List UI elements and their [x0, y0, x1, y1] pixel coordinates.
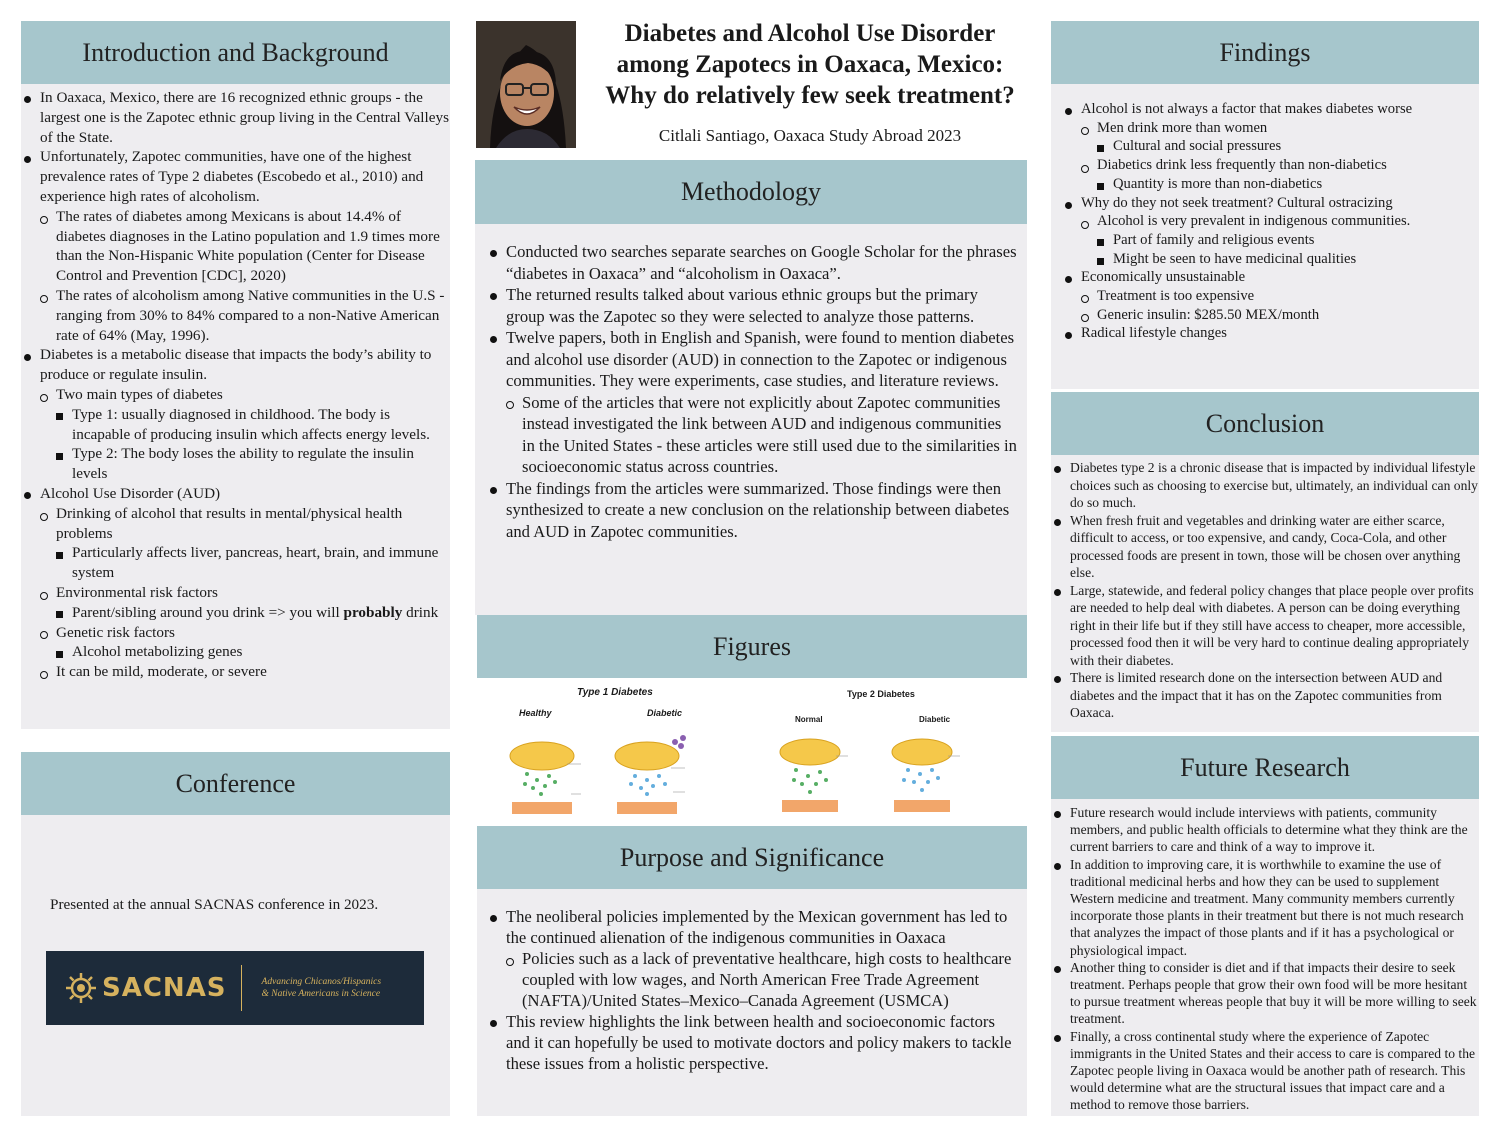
findings-item: Economically unsustainable	[1063, 268, 1473, 287]
findings-item: Men drink more than women	[1063, 119, 1473, 138]
conference-text: Presented at the annual SACNAS conference in 2023.	[50, 896, 379, 913]
purpose-item: Policies such as a lack of preventative healthcare, high costs to healthcare coupled with low wages, and North American Free Trade Agreement (NAFTA)/United States–Mexico–Canada Agreement (USMCA)	[488, 948, 1018, 1011]
intro-list	[22, 88, 450, 682]
purpose-item: The neoliberal policies implemented by the Mexican government has led to the continued alienation of the indigenous communities in Oaxaca	[488, 906, 1018, 948]
type2-diagram	[772, 726, 1012, 822]
conclusion-heading: Conclusion	[1051, 392, 1479, 455]
conclusion-item: Diabetes type 2 is a chronic disease that is impacted by individual lifestyle choices such as choosing to exercise but, ultimately, an individual can only do so much.	[1052, 459, 1478, 512]
author-photo	[476, 21, 576, 148]
intro-item: It can be mild, moderate, or severe	[22, 662, 450, 682]
pancreas-normal	[780, 739, 840, 765]
purpose-item: This review highlights the link between health and socioeconomic factors and it can hopefully be used to motivate doctors and policy makers to tackle these issues from a holistic perspective.	[488, 1011, 1018, 1074]
intro-item: Particularly affects liver, pancreas, heart, brain, and immune system	[22, 543, 450, 583]
methodology-item: Some of the articles that were not explicitly about Zapotec communities instead investigated the link between AUD and indigenous communities in the United States - these articles were still used due to the similarities in socioeconomic status across countries.	[488, 392, 1018, 478]
future-heading: Future Research	[1051, 736, 1479, 799]
methodology-body	[488, 241, 1018, 609]
type1-diagram	[497, 720, 767, 820]
poster-title: Diabetes and Alcohol Use Disorder among Zapotecs in Oaxaca, Mexico: Why do relatively few seek treatment?	[605, 20, 1015, 109]
future-list	[1052, 804, 1478, 1114]
type2-right-label: Diabetic	[919, 715, 951, 724]
author-portrait-icon	[476, 21, 576, 148]
pancreas-type2	[892, 739, 952, 765]
cells-type2	[894, 800, 950, 812]
type1-left-label: Healthy	[519, 708, 552, 718]
future-item: Another thing to consider is diet and if that impacts their desire to seek treatment. Perhaps people that grow their own food will be more hesitant to pursue treatment whereas people that buy it will be more willing to seek treatment.	[1052, 959, 1478, 1028]
findings-list	[1063, 100, 1473, 343]
findings-item: Might be seen to have medicinal qualities	[1063, 250, 1473, 269]
intro-body	[22, 88, 450, 726]
findings-item: Part of family and religious events	[1063, 231, 1473, 250]
methodology-list	[488, 241, 1018, 542]
findings-item: Radical lifestyle changes	[1063, 324, 1473, 343]
pancreas-diabetic	[615, 742, 679, 770]
type2-left-label: Normal	[795, 715, 823, 724]
intro-item: Type 1: usually diagnosed in childhood. The body is incapable of producing insulin which affects energy levels.	[22, 405, 450, 445]
type1-title: Type 1 Diabetes	[577, 687, 653, 698]
intro-item: Parent/sibling around you drink => you will probably drink	[22, 603, 450, 623]
sacnas-emblem-icon	[64, 971, 98, 1005]
cells-diabetic	[617, 802, 677, 814]
intro-item: Two main types of diabetes	[22, 385, 450, 405]
methodology-item: The returned results talked about various ethnic groups but the primary group was the Zapotec so they were selected to analyze those patterns.	[488, 284, 1018, 327]
intro-item: Alcohol metabolizing genes	[22, 642, 450, 662]
figures-area	[477, 678, 1027, 820]
conference-heading: Conference	[21, 752, 450, 815]
methodology-item: Twelve papers, both in English and Spanish, were found to mention diabetes and alcohol use disorder (AUD) in connection to the Zapotec or indigenous communities. They were experiments, case studies, and literature reviews.	[488, 327, 1018, 392]
sacnas-tagline: Advancing Chicanos/Hispanics & Native Americans in Science	[261, 977, 382, 999]
intro-item: Drinking of alcohol that results in mental/physical health problems	[22, 504, 450, 544]
type1-right-label: Diabetic	[647, 708, 683, 718]
future-body	[1052, 804, 1478, 1114]
purpose-list	[488, 906, 1018, 1074]
findings-item: Cultural and social pressures	[1063, 137, 1473, 156]
intro-item: Environmental risk factors	[22, 583, 450, 603]
methodology-heading: Methodology	[475, 160, 1027, 224]
cells-normal	[782, 800, 838, 812]
intro-item: The rates of alcoholism among Native communities in the U.S - ranging from 30% to 84% compared to a non-Native American rate of 64% (May, 1996).	[22, 286, 450, 345]
intro-item: Type 2: The body loses the ability to regulate the insulin levels	[22, 444, 450, 484]
future-item: In addition to improving care, it is worthwhile to examine the use of traditional medicinal herbs and how they can be used to supplement Western medicine and treatment. Many community members currently incorporate those plants in their treatment but there is not much research that analyzes the impact of those plants and if it has a psychological or physiological impact.	[1052, 856, 1478, 959]
sacnas-logo	[46, 951, 424, 1025]
intro-item: The rates of diabetes among Mexicans is about 14.4% of diabetes diagnoses in the Latino population and 1.9 times more than the Non-Hispanic White population (Center for Disease Control and Prevention [CDC], 2020)	[22, 207, 450, 286]
intro-item: In Oaxaca, Mexico, there are 16 recognized ethnic groups - the largest one is the Zapotec ethnic group living in the Central Valleys of the State.	[22, 88, 450, 147]
intro-item: Diabetes is a metabolic disease that impacts the body’s ability to produce or regulate insulin.	[22, 345, 450, 385]
findings-heading: Findings	[1051, 21, 1479, 84]
future-item: Future research would include interviews with patients, community members, and public health officials to determine what they think are the current barriers to care and think of a way to improve it.	[1052, 804, 1478, 856]
findings-item: Quantity is more than non-diabetics	[1063, 175, 1473, 194]
conclusion-list	[1052, 459, 1478, 722]
findings-item: Treatment is too expensive	[1063, 287, 1473, 306]
findings-item: Why do they not seek treatment? Cultural ostracizing	[1063, 194, 1473, 213]
future-item: Finally, a cross continental study where the experience of Zapotec immigrants in the United States and their access to care is compared to the Zapotec people living in Oaxaca would be another path of research. This would determine what are the structural issues that impact care and a method to remove those barriers.	[1052, 1028, 1478, 1114]
sacnas-wordmark: SACNAS	[102, 973, 227, 1003]
methodology-item: Conducted two searches separate searches on Google Scholar for the phrases “diabetes in Oaxaca” and “alcoholism in Oaxaca”.	[488, 241, 1018, 284]
type2-title: Type 2 Diabetes	[847, 689, 915, 699]
findings-item: Generic insulin: $285.50 MEX/month	[1063, 306, 1473, 325]
conclusion-item: There is limited research done on the intersection between AUD and diabetes and the impact that it has on the Zapotec communities from Oaxaca.	[1052, 669, 1478, 722]
cells-healthy	[512, 802, 572, 814]
purpose-body	[488, 906, 1018, 1111]
findings-item: Diabetics drink less frequently than non-diabetics	[1063, 156, 1473, 175]
poster-author: Citlali Santiago, Oaxaca Study Abroad 2023	[658, 126, 962, 145]
findings-body	[1063, 100, 1473, 385]
conclusion-item: When fresh fruit and vegetables and drinking water are either scarce, difficult to access, or too expensive, and candy, Coca-Cola, and other processed foods are present in town, those will be chosen over anything else.	[1052, 512, 1478, 582]
pancreas-healthy	[510, 742, 574, 770]
intro-item: Unfortunately, Zapotec communities, have one of the highest prevalence rates of Type 2 diabetes (Escobedo et al., 2010) and experience high rates of alcoholism.	[22, 147, 450, 206]
methodology-item: The findings from the articles were summarized. Those findings were then synthesized to create a new conclusion on the relationship between diabetes and AUD in Zapotec communities.	[488, 478, 1018, 543]
intro-item: Genetic risk factors	[22, 623, 450, 643]
sacnas-divider	[241, 965, 242, 1011]
conclusion-body	[1052, 459, 1478, 729]
findings-item: Alcohol is very prevalent in indigenous communities.	[1063, 212, 1473, 231]
intro-item: Alcohol Use Disorder (AUD)	[22, 484, 450, 504]
intro-heading: Introduction and Background	[21, 21, 450, 84]
conclusion-item: Large, statewide, and federal policy changes that place people over profits are needed to help deal with diabetes. A person can be doing everything right in their life but if they still have access to cheaper, more accessible, processed food then it will be very hard to continue dealing appropriately with their diabetes.	[1052, 582, 1478, 670]
purpose-heading: Purpose and Significance	[477, 826, 1027, 889]
findings-item: Alcohol is not always a factor that makes diabetes worse	[1063, 100, 1473, 119]
figures-heading: Figures	[477, 615, 1027, 678]
